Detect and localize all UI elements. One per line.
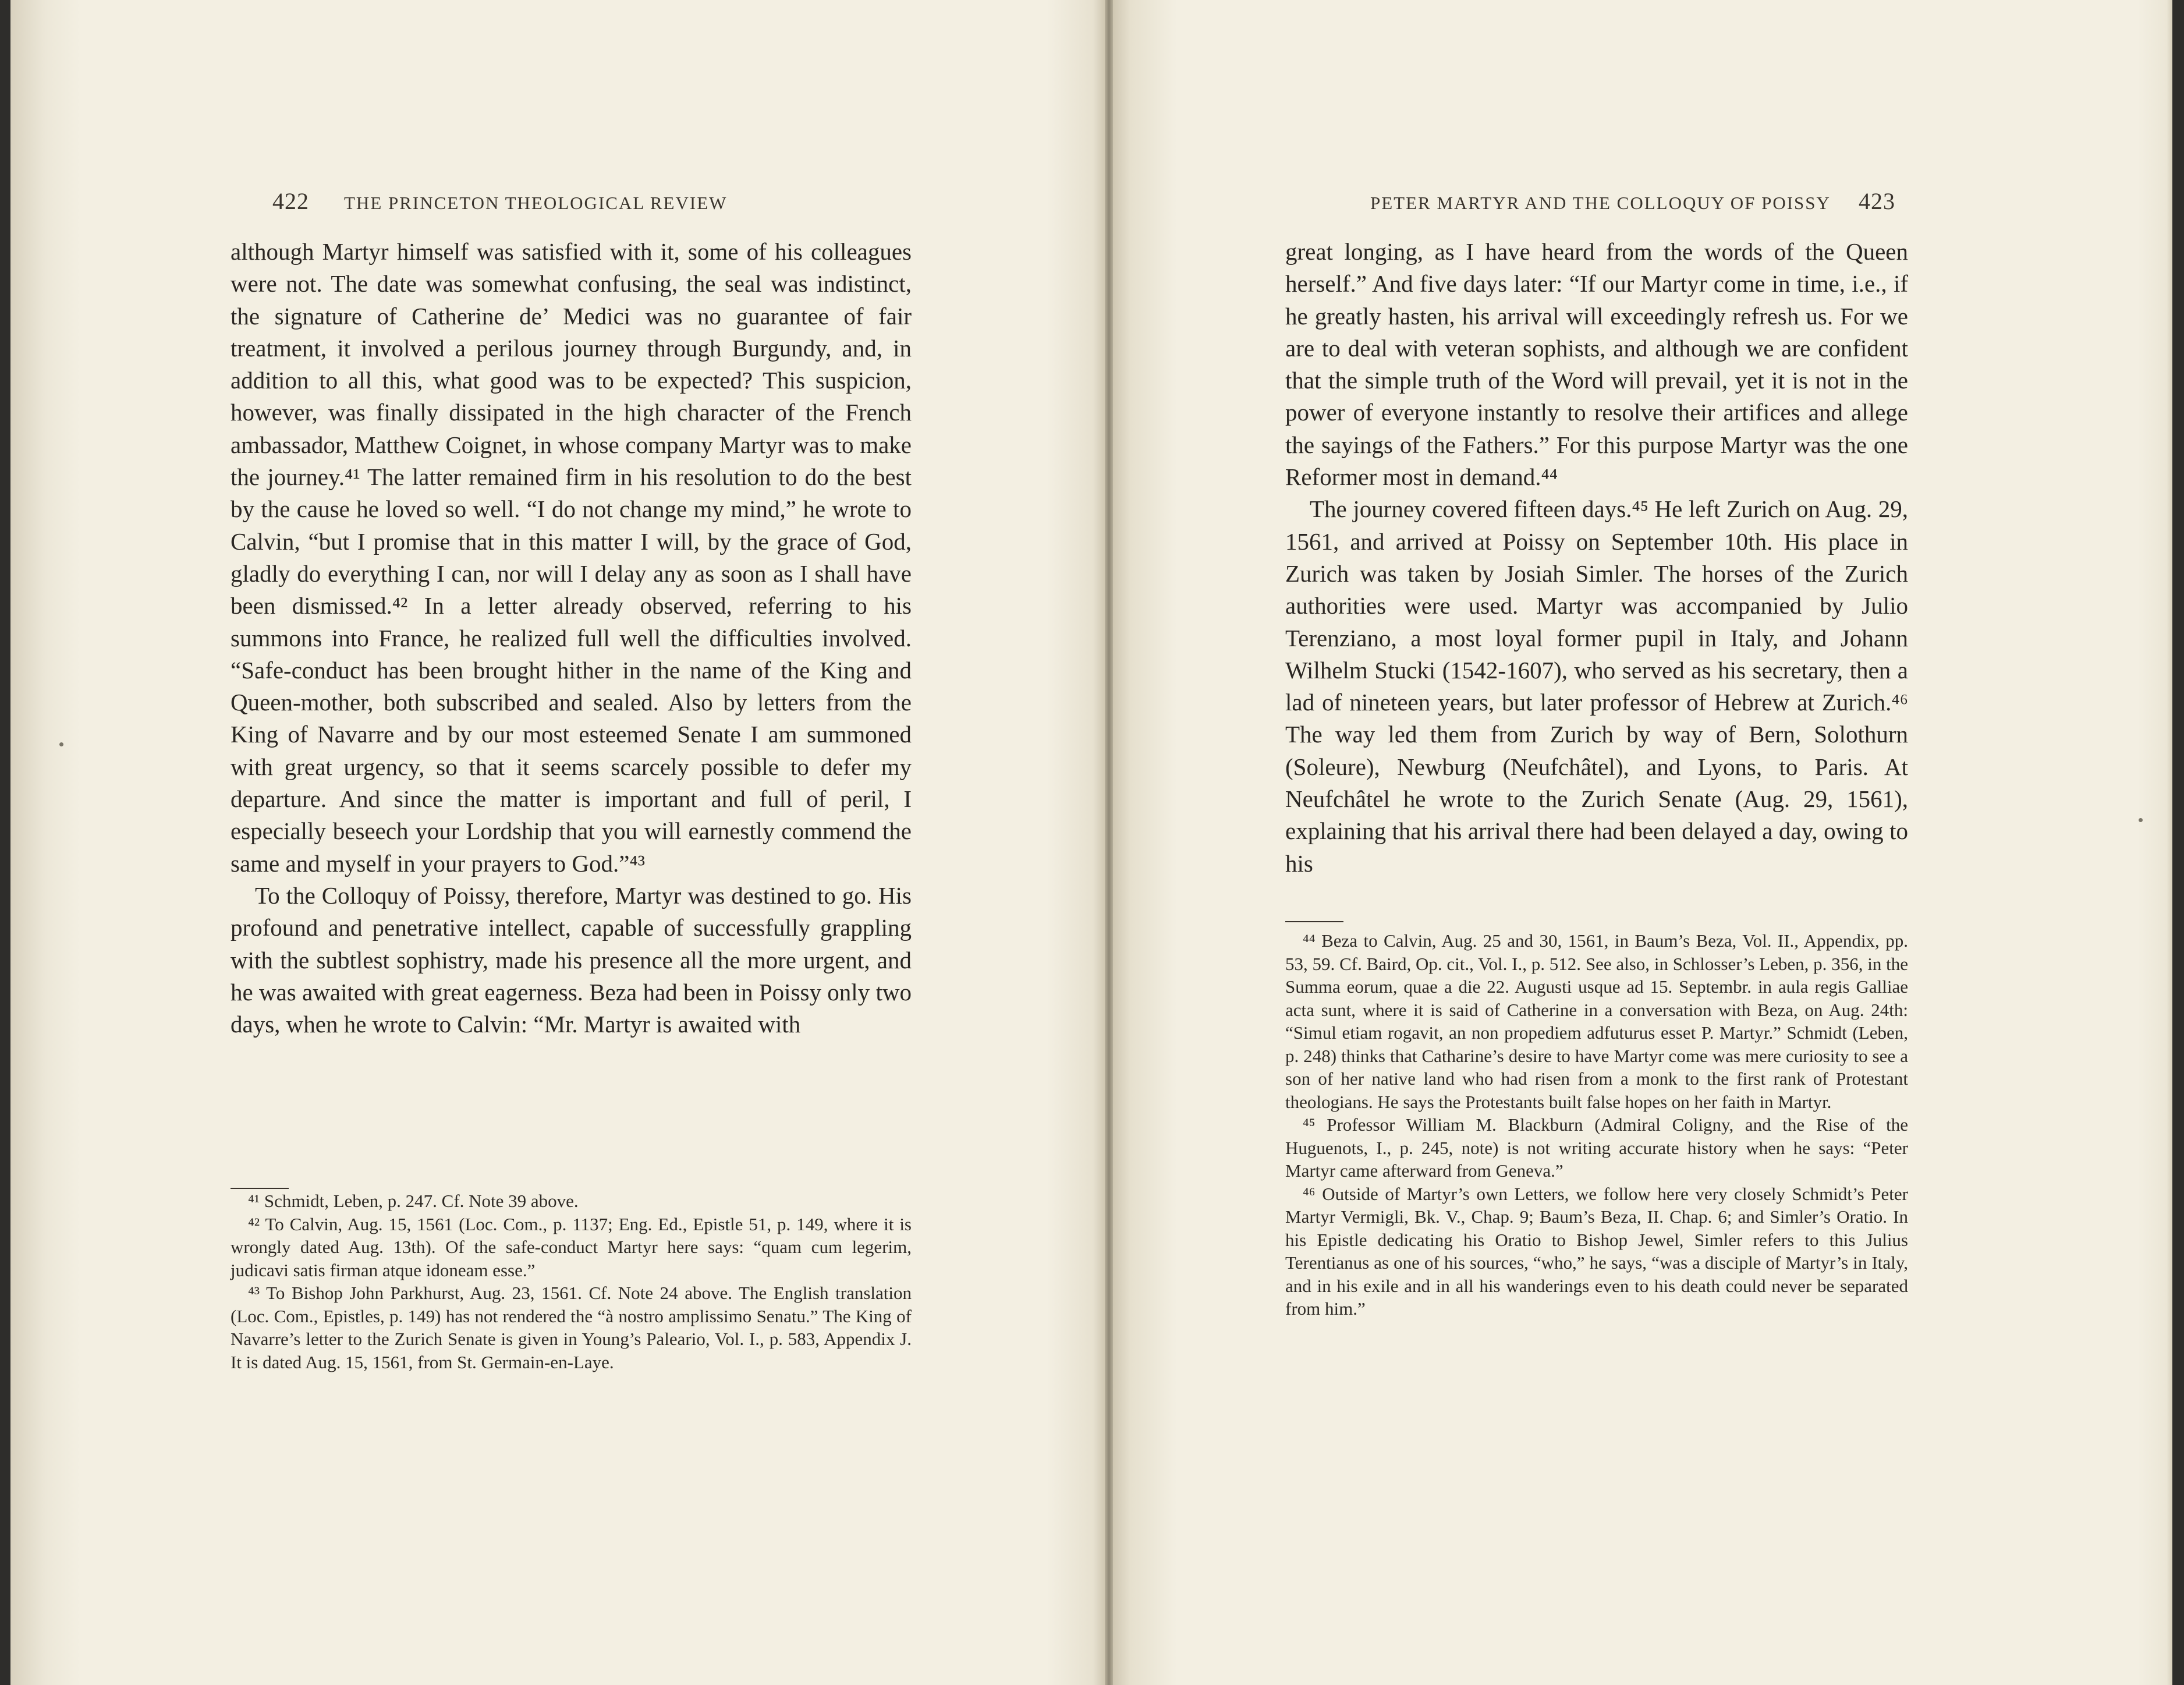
- footnote-44: ⁴⁴ Beza to Calvin, Aug. 25 and 30, 1561, in Baum’s Beza, Vol. II., Appendix, pp. 53, 59. Cf. Baird, Op. cit., Vol. I., p. 512. See also, in Schlosser’s Leben, p. 356, in the Summa eorum, quae a die 22. Augusti usque ad 15. Septembr. in aula regis Galliae acta sunt, where it is said of Catherine in a conversation with Beza, on Aug. 24th: “Simul etiam rogavit, an non propediem adfuturus esset P. Martyr.” Schmidt (Leben, p. 248) thinks that Catharine’s desire to have Martyr come was mere curiosity to see a son of her native land who had risen from a monk to the first rank of Protestant theologians. He says the Protestants built false hopes on her faith in Martyr.: [1285, 930, 1908, 1112]
- right-paragraph: great longing, as I have heard from the words of the Queen herself.” And five days later: “If our Martyr come in time, i.e., if he greatly hasten, his arrival will exceedingly refresh us. For we are to deal with veteran sophists, and although we are confident that the simple truth of the Word will prevail, yet it is not in the power of everyone instantly to resolve their artifices and allege the sayings of the Fathers.” For this purpose Martyr was the one Reformer most in demand.⁴⁴: [1285, 238, 1908, 491]
- left-running-head-title: THE PRINCETON THEOLOGICAL REVIEW: [344, 193, 728, 213]
- footnote-46: ⁴⁶ Outside of Martyr’s own Letters, we follow here very closely Schmidt’s Peter Martyr Vermigli, Bk. V., Chap. 9; Baum’s Beza, II. Chap. 6; and Simler’s Oratio. In his Epistle dedicating his Oratio to Bishop Jewel, Simler refers to this Julius Terentianus as one of his sources, “who,” he says, “was a disciple of Martyr’s in Italy, and in his exile and in all his wanderings even to his death could never be separated from him.”: [1285, 1183, 1908, 1319]
- left-paragraph: To the Colloquy of Poissy, therefore, Martyr was destined to go. His profound and penetrative intellect, capable of successfully grappling with the subtlest sophistry, made his presence all the more urgent, and he was awaited with great eagerness. Beza had been in Poissy only two days, when he wrote to Calvin: “Mr. Martyr is awaited with: [231, 882, 912, 1038]
- margin-mark: [2139, 818, 2143, 822]
- right-running-head-title: PETER MARTYR AND THE COLLOQUY OF POISSY: [1370, 193, 1831, 213]
- left-footnote-rule: [231, 1188, 289, 1189]
- right-footnotes: [1285, 929, 1908, 1321]
- right-page-number: 423: [1858, 188, 1895, 214]
- left-page: [10, 0, 1105, 1685]
- right-footnote-rule: [1285, 921, 1343, 922]
- left-paragraph: although Martyr himself was satisfied with it, some of his colleagues were not. The date was somewhat confusing, the seal was indistinct, the signature of Catherine de’ Medici was no guarantee of fair treatment, it involved a perilous journey through Burgundy, and, in addition to all this, what good was to be expected? This suspicion, however, was finally dissipated in the high character of the French ambassador, Matthew Coignet, in whose company Martyr was to make the journey.⁴¹ The latter remained firm in his resolution to do the best by the cause he loved so well. “I do not change my mind,” he wrote to Calvin, “but I promise that in this matter I will, by the grace of God, gladly do everything I can, nor will I delay any as soon as I shall have been dismissed.⁴² In a letter already observed, referring to his summons into France, he realized full well the difficulties involved. “Safe-conduct has been brought hither in the name of the King and Queen-mother, both subscribed and sealed. Also by letters from the King of Navarre and by our most esteemed Senate I am summoned with great urgency, so that it seems scarcely possible to defer my departure. And since the matter is important and full of peril, I especially beseech your Lordship that you will earnestly commend the same and myself in your prayers to God.”⁴³: [231, 238, 912, 877]
- right-paragraph: The journey covered fifteen days.⁴⁵ He left Zurich on Aug. 29, 1561, and arrived at Poissy on September 10th. His place in Zurich was taken by Josiah Simler. The horses of the Zurich authorities were used. Martyr was accompanied by Julio Terenziano, a most loyal former pupil in Italy, and Johann Wilhelm Stucki (1542-1607), who served as his secretary, then a lad of nineteen years, but later professor of Hebrew at Zurich.⁴⁶ The way led them from Zurich by way of Bern, Solothurn (Soleure), Newburg (Neufchâtel), and Lyons, to Paris. At Neufchâtel he wrote to the Zurich Senate (Aug. 29, 1561), explaining that his arrival there had been delayed a day, owing to his: [1285, 495, 1908, 877]
- margin-mark: [59, 742, 63, 746]
- left-body-text: [231, 236, 912, 1040]
- left-page-number: 422: [272, 188, 309, 214]
- right-page: [1113, 0, 2172, 1685]
- book-gutter: [1105, 0, 1113, 1685]
- footnote-41: ⁴¹ Schmidt, Leben, p. 247. Cf. Note 39 above.: [248, 1191, 579, 1211]
- footnote-42: ⁴² To Calvin, Aug. 15, 1561 (Loc. Com., p. 1137; Eng. Ed., Epistle 51, p. 149, where it is wrongly dated Aug. 13th). Of the safe-conduct Martyr here says: “quam cum legerim, judicavi satis firman atque idoneam esse.”: [231, 1213, 912, 1280]
- footnote-43: ⁴³ To Bishop John Parkhurst, Aug. 23, 1561. Cf. Note 24 above. The English translation (Loc. Com., Epistles, p. 149) has not rendered the “à nostro amplissimo Senatu.” The King of Navarre’s letter to the Zurich Senate is given in Young’s Paleario, Vol. I., p. 583, Appendix J. It is dated Aug. 15, 1561, from St. Germain-en-Laye.: [231, 1283, 912, 1372]
- right-running-head: [1370, 187, 1895, 215]
- left-footnotes: [231, 1190, 912, 1374]
- left-running-head: [272, 187, 727, 215]
- footnote-45: ⁴⁵ Professor William M. Blackburn (Admiral Coligny, and the Rise of the Huguenots, I., p. 245, note) is not writing accurate history when he says: “Peter Martyr came afterward from Geneva.”: [1285, 1114, 1908, 1181]
- right-body-text: [1285, 236, 1908, 880]
